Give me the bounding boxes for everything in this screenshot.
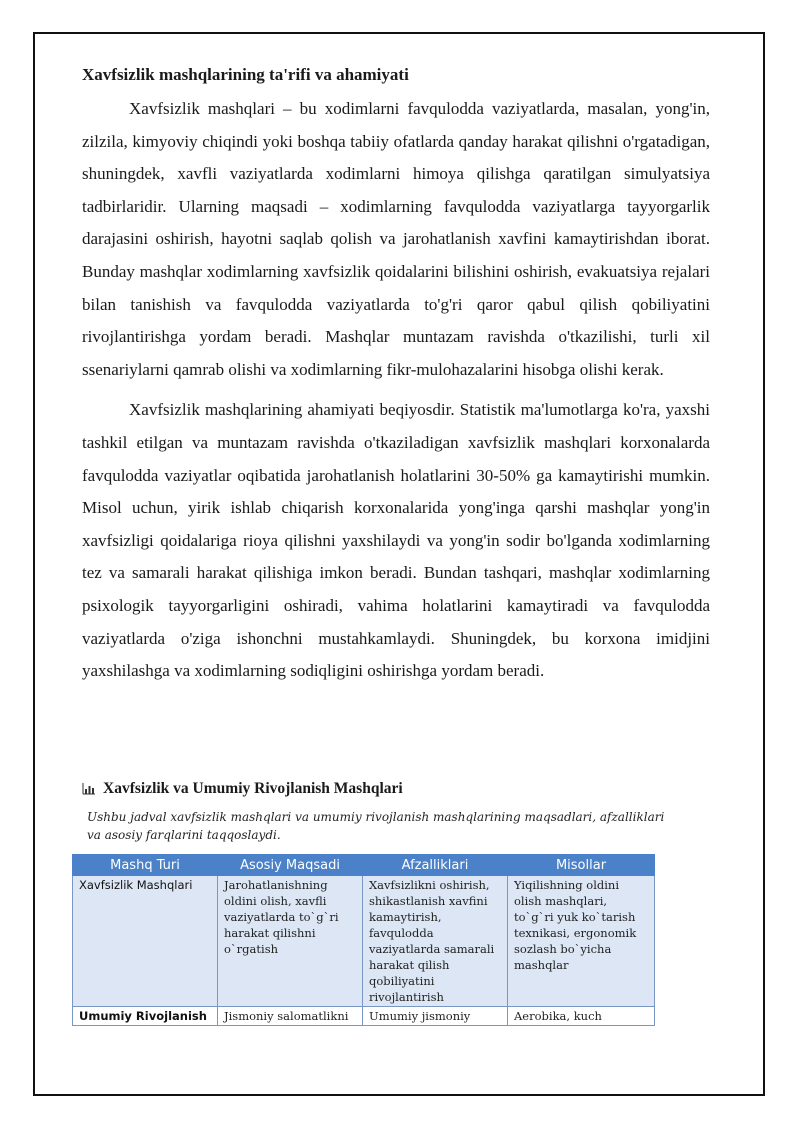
- bar-chart-icon: [82, 783, 95, 795]
- paragraph-definition: Xavfsizlik mashqlari – bu xodimlarni favqulodda vaziyatlarda, masalan, yong'in, zilzila, kimyoviy chiqindi yoki boshqa tabiiy ofatlarda qanday harakat qilishni o'rgatadigan, shuningdek, xavfli vaziyatlarda xodimlarni himoya qilishga qaratilgan simulyatsiya tadbirlaridir. Ularning maqsadi – xodimlarning favqulodda vaziyatlarga tayyorgarlik darajasini oshirish, hayotni saqlab qolish va jarohatlanish xavfini kamaytirishdan iborat. Bunday mashqlar xodimlarning xavfsizlik qoidalarini bilishini oshirish, evakuatsiya rejalari bilan tanishish va favqulodda vaziyatlarda to'g'ri qaror qabul qilish qobiliyatini rivojlantirishga yordam beradi. Mashqlar muntazam ravishda o'tkazilishi, turli xil ssenariylarni qamrab olishi va xodimlarning fikr-mulohazalarini hisobga olishi kerak.: [82, 99, 710, 379]
- table-cell: Xavfsizlik Mashqlari: [73, 876, 218, 1007]
- column-header: Mashq Turi: [73, 855, 218, 876]
- table-header-row: [73, 855, 655, 876]
- column-header: Asosiy Maqsadi: [218, 855, 363, 876]
- table-title: [82, 780, 403, 798]
- table-title-text: Xavfsizlik va Umumiy Rivojlanish Mashqlari: [103, 780, 403, 797]
- table-cell: Jarohatlanishning oldini olish, xavfli vaziyatlarda to`g`ri harakat qilishni o`rgatish: [218, 876, 363, 1007]
- table-cell: Xavfsizlikni oshirish, shikastlanish xavfini kamaytirish, favqulodda vaziyatlarda samarali harakat qilish qobiliyatini rivojlantirish: [363, 876, 508, 1007]
- table-row: [73, 876, 655, 1007]
- paragraph-importance: Xavfsizlik mashqlarining ahamiyati beqiyosdir. Statistik ma'lumotlarga ko'ra, yaxshi tashkil etilgan va muntazam ravishda o'tkaziladigan xavfsizlik mashqlari korxonalarda favqulodda vaziyatlar oqibatida jarohatlanish holatlarini 30-50% ga kamaytirishi mumkin. Misol uchun, yirik ishlab chiqarish korxonalarida yong'inga qarshi mashqlar yong'in xavfsizligi qoidalariga rioya qilishni yaxshilaydi va yong'in sodir bo'lganda xodimlarning tez va samarali harakat qilishiga imkon beradi. Bundan tashqari, mashqlar xodimlarning psixologik tayyorgarligini oshiradi, vahima holatlarini kamaytiradi va favqulodda vaziyatlarda o'ziga ishonchni mustahkamlaydi. Shuningdek, bu korxona imidjini yaxshilashga va xodimlarning sodiqligini oshirishga yordam beradi.: [82, 400, 710, 681]
- table-cell: Umumiy Rivojlanish: [73, 1007, 218, 1026]
- section-heading: Xavfsizlik mashqlarining ta'rifi va ahamiyati: [82, 65, 409, 84]
- table-cell: Aerobika, kuch: [508, 1007, 655, 1026]
- table-row: [73, 1007, 655, 1026]
- document-body: [82, 65, 710, 696]
- column-header: Afzalliklari: [363, 855, 508, 876]
- table-cell: Umumiy jismoniy: [363, 1007, 508, 1026]
- comparison-table: [72, 854, 655, 1026]
- table-cell: Jismoniy salomatlikni: [218, 1007, 363, 1026]
- table-cell: Yiqilishning oldini olish mashqlari, to`g`ri yuk ko`tarish texnikasi, ergonomik sozlash bo`yicha mashqlar: [508, 876, 655, 1007]
- column-header: Misollar: [508, 855, 655, 876]
- table-caption: Ushbu jadval xavfsizlik mashqlari va umumiy rivojlanish mashqlarining maqsadlari, afzalliklari va asosiy farqlarini taqqoslaydi.: [87, 810, 665, 842]
